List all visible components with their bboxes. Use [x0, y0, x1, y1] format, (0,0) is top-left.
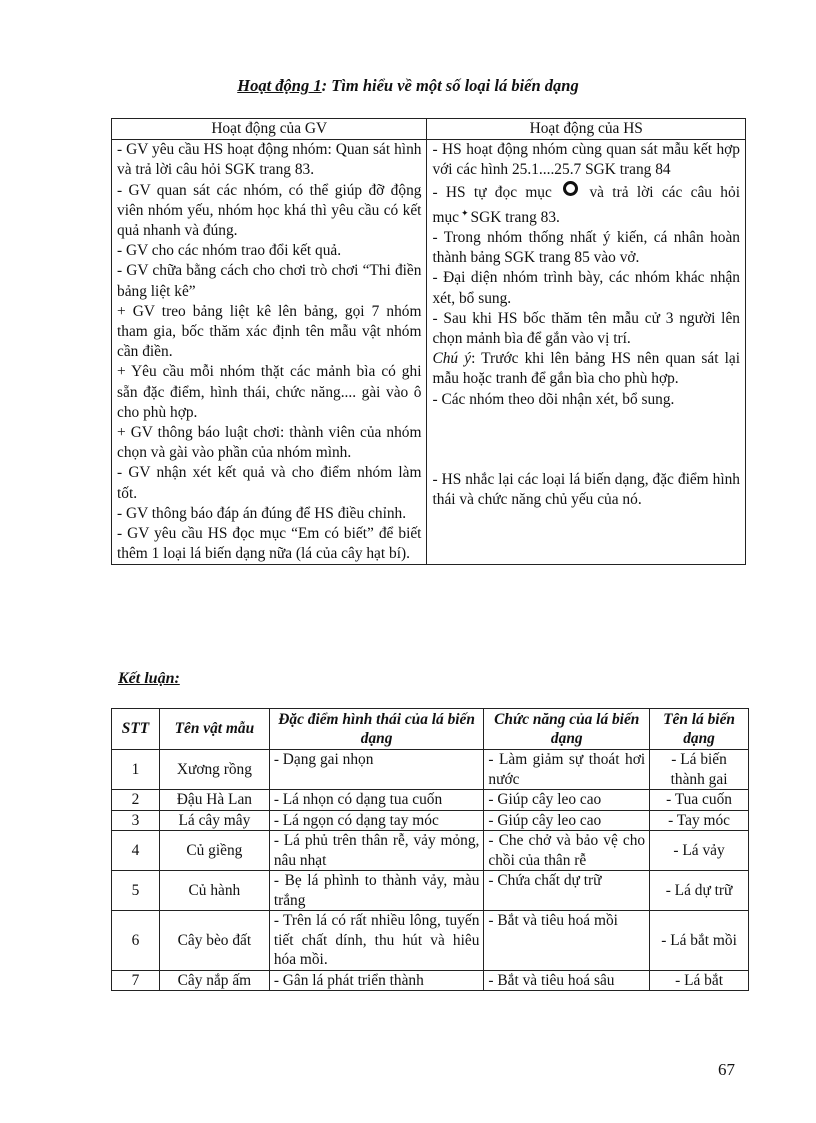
- cell-function: - Giúp cây leo cao: [484, 790, 650, 811]
- header-stt: STT: [112, 709, 160, 750]
- cell-features: - Gân lá phát triển thành: [269, 970, 484, 991]
- cell-function: - Làm giảm sự thoát hơi nước: [484, 750, 650, 790]
- header-gv: Hoạt động của GV: [112, 119, 427, 140]
- hs-item: - Sau khi HS bốc thăm tên mẫu cử 3 người lên chọn mảnh bìa để gắn vào vị trí.: [432, 309, 740, 348]
- cell-stt: 6: [112, 911, 160, 971]
- cell-specimen: Lá cây mây: [159, 810, 269, 831]
- cell-specimen: Đậu Hà Lan: [159, 790, 269, 811]
- cell-function: - Giúp cây leo cao: [484, 810, 650, 831]
- hs-item-part: - HS tự đọc mục: [432, 183, 552, 201]
- cell-specimen: Củ giềng: [159, 831, 269, 871]
- gv-item: - GV cho các nhóm trao đổi kết quả.: [117, 242, 342, 260]
- cell-specimen: Cây nắp ấm: [159, 970, 269, 991]
- star-bullet-icon: ✦: [460, 207, 469, 218]
- table-row: [112, 750, 749, 790]
- table-row: [112, 831, 749, 871]
- note-text: : Trước khi lên bảng HS nên quan sát lại mẫu hoặc tranh để gắn bìa cho phù hợp.: [432, 350, 740, 388]
- activity-table: [111, 118, 746, 565]
- gv-item: - GV quan sát các nhóm, có thể giúp đỡ động viên nhóm yếu, nhóm học khá thì yêu cầu có kết quả nhanh và đúng.: [117, 181, 422, 240]
- table-row: [112, 911, 749, 971]
- gv-item: - GV yêu cầu HS hoạt động nhóm: Quan sát hình và trả lời câu hỏi SGK trang 83.: [117, 141, 422, 179]
- hs-item: - HS hoạt động nhóm cùng quan sát mẫu kết hợp với các hình 25.1....25.7 SGK trang 84: [432, 141, 740, 179]
- cell-leaf-name: - Lá dự trữ: [650, 871, 749, 911]
- section-heading: [0, 76, 816, 96]
- activity-table-body: [112, 140, 746, 565]
- cell-features: - Bẹ lá phình to thành vảy, màu trắng: [269, 871, 484, 911]
- cell-leaf-name: - Tay móc: [650, 810, 749, 831]
- cell-features: - Lá nhọn có dạng tua cuốn: [269, 790, 484, 811]
- cell-stt: 4: [112, 831, 160, 871]
- hs-item-part: SGK trang 83.: [470, 208, 560, 226]
- cell-function: - Bắt và tiêu hoá sâu: [484, 970, 650, 991]
- cell-function: - Bắt và tiêu hoá mồi: [484, 911, 650, 971]
- note-label: Chú ý: [432, 350, 472, 368]
- spacer: [432, 450, 740, 470]
- cell-function: - Chứa chất dự trữ: [484, 871, 650, 911]
- cell-features: - Lá phủ trên thân rễ, vảy mỏng, nâu nhạt: [269, 831, 484, 871]
- gv-item: - GV thông báo đáp án đúng để HS điều chỉnh.: [117, 504, 407, 522]
- cell-function: - Che chở và bảo vệ cho chồi của thân rễ: [484, 831, 650, 871]
- heading-rest: : Tìm hiểu về một số loại lá biến dạng: [321, 76, 579, 95]
- gv-item: + GV treo bảng liệt kê lên bảng, gọi 7 nhóm tham gia, bốc thăm xác định tên mẫu vật nhóm cần điền.: [117, 302, 422, 361]
- cell-leaf-name: - Lá biến thành gai: [650, 750, 749, 790]
- table-row: [112, 810, 749, 831]
- gv-item: + GV thông báo luật chơi: thành viên của nhóm chọn và gài vào phần của nhóm mình.: [117, 424, 422, 462]
- hs-item: - Các nhóm theo dõi nhận xét, bổ sung.: [432, 390, 675, 408]
- cell-specimen: Xương rồng: [159, 750, 269, 790]
- hs-item: - Đại diện nhóm trình bày, các nhóm khác nhận xét, bổ sung.: [432, 269, 740, 307]
- hs-item: - Trong nhóm thống nhất ý kiến, cá nhân hoàn thành bảng SGK trang 85 vào vở.: [432, 229, 740, 267]
- spacer: [432, 430, 740, 450]
- table-row: [112, 970, 749, 991]
- cell-leaf-name: - Lá bắt: [650, 970, 749, 991]
- spacer: [432, 410, 740, 430]
- cell-stt: 5: [112, 871, 160, 911]
- gv-item: - GV nhận xét kết quả và cho điểm nhóm làm tốt.: [117, 464, 422, 502]
- cell-stt: 2: [112, 790, 160, 811]
- header-leaf-name: Tên lá biến dạng: [650, 709, 749, 750]
- cell-stt: 7: [112, 970, 160, 991]
- hs-item: [432, 349, 740, 389]
- hs-item: [432, 181, 740, 228]
- cell-features: - Dạng gai nhọn: [269, 750, 484, 790]
- activity-table-header: [112, 119, 746, 140]
- cell-leaf-name: - Lá vảy: [650, 831, 749, 871]
- cell-specimen: Củ hành: [159, 871, 269, 911]
- cell-specimen: Cây bèo đất: [159, 911, 269, 971]
- header-features: Đặc điểm hình thái của lá biến dạng: [269, 709, 484, 750]
- table-row: [112, 790, 749, 811]
- heading-prefix: Hoạt động 1: [237, 76, 322, 95]
- header-hs: Hoạt động của HS: [427, 119, 746, 140]
- cell-leaf-name: - Tua cuốn: [650, 790, 749, 811]
- header-specimen: Tên vật mẫu: [159, 709, 269, 750]
- hs-item-part: và trả lời các câu hỏi mục: [432, 183, 740, 226]
- cell-features: - Lá ngọn có dạng tay móc: [269, 810, 484, 831]
- gv-activities: [112, 140, 427, 565]
- cell-stt: 3: [112, 810, 160, 831]
- summary-table: [111, 708, 749, 991]
- hs-activities: [427, 140, 746, 565]
- hs-item: - HS nhắc lại các loại lá biến dạng, đặc điểm hình thái và chức năng chủ yếu của nó.: [432, 470, 740, 509]
- cell-stt: 1: [112, 750, 160, 790]
- gv-item: - GV chữa bằng cách cho chơi trò chơi “Thi điền bảng liệt kê”: [117, 262, 422, 300]
- gv-item: + Yêu cầu mỗi nhóm thặt các mảnh bìa có ghi sẵn đặc điểm, hình thái, chức năng.... gài vào ô cho phù hợp.: [117, 363, 422, 421]
- summary-table-header: [112, 709, 749, 750]
- header-function: Chức năng của lá biến dạng: [484, 709, 650, 750]
- page-number: 67: [718, 1060, 735, 1079]
- gv-item: - GV yêu cầu HS đọc mục “Em có biết” để biết thêm 1 loại lá biến dạng nữa (lá của cây hạt bí).: [117, 525, 422, 563]
- conclusion-label: Kết luận:: [118, 670, 180, 687]
- circle-icon: [563, 181, 578, 196]
- cell-leaf-name: - Lá bắt mồi: [650, 911, 749, 971]
- table-row: [112, 871, 749, 911]
- cell-features: - Trên lá có rất nhiều lông, tuyến tiết chất dính, thu hút và hiêu hóa mồi.: [269, 911, 484, 971]
